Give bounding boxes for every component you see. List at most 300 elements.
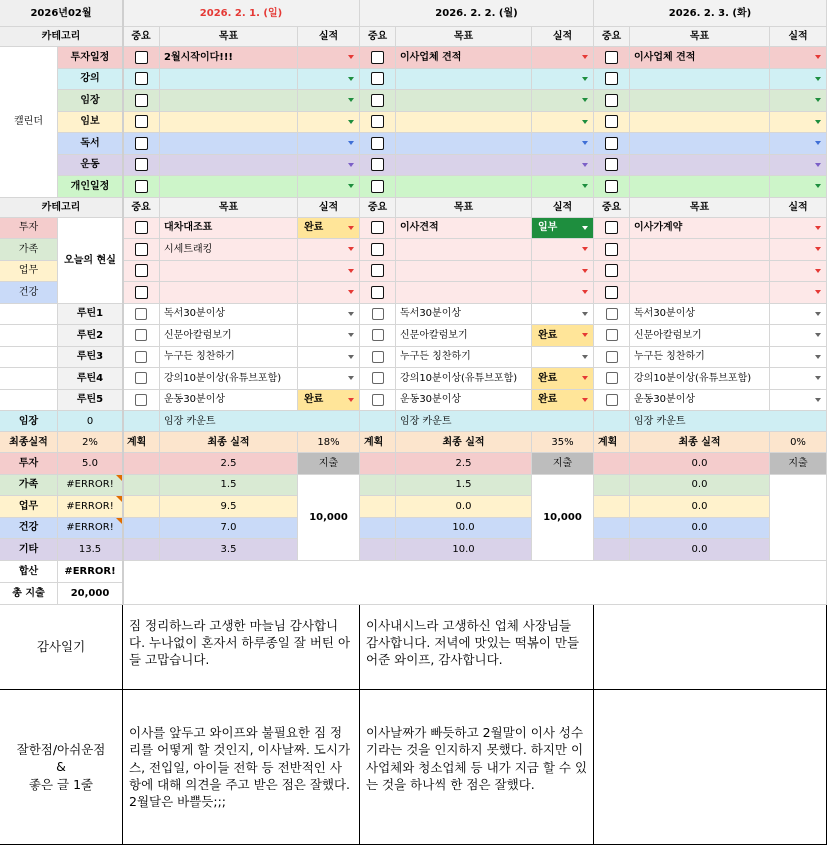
- result-header: 실적: [770, 27, 827, 47]
- result-value: 일부: [538, 222, 558, 234]
- checkbox-square[interactable]: [372, 329, 384, 341]
- result-dropdown[interactable]: [770, 282, 827, 304]
- reflection-entry[interactable]: 이사날짜가 빠듯하고 2월말이 이사 성수기라는 것을 인지하지 못했다. 하지만 이사업체와 청소업체 등 내가 지금 할 수 있는 것을 하나씩 한 점은 잘했다.: [360, 690, 594, 845]
- result-dropdown[interactable]: [770, 325, 827, 347]
- dropdown-arrow-icon[interactable]: [348, 55, 354, 59]
- routine-checkbox[interactable]: [594, 347, 630, 369]
- dropdown-arrow-icon[interactable]: [815, 247, 821, 251]
- result-dropdown[interactable]: [532, 390, 594, 412]
- checkbox-square[interactable]: [605, 51, 618, 64]
- summary-category: 업무: [0, 496, 58, 518]
- importance-header: 중요: [360, 27, 396, 47]
- summary-value: #ERROR!: [58, 518, 123, 540]
- result-dropdown[interactable]: [532, 112, 594, 134]
- checkbox-square[interactable]: [135, 264, 148, 277]
- dropdown-arrow-icon[interactable]: [582, 376, 588, 380]
- result-dropdown[interactable]: [298, 390, 360, 412]
- reflection-entry[interactable]: 이사를 앞두고 와이프와 불필요한 짐 정리를 어떻게 할 것인지, 이사날짜. 도시가스, 전입일, 아이들 전학 등 전반적인 사항에 대해 의견을 주고 받은 점은 잘했다. 2월달은 바쁠듯;;;: [123, 690, 360, 845]
- checkbox-square[interactable]: [371, 94, 384, 107]
- invest-goal[interactable]: [396, 261, 532, 283]
- checkbox-square[interactable]: [372, 394, 384, 406]
- importance-checkbox[interactable]: [594, 90, 630, 112]
- dropdown-arrow-icon[interactable]: [815, 355, 821, 359]
- empty-cell: [360, 518, 396, 540]
- result-dropdown[interactable]: [298, 218, 360, 240]
- goal-header: 목표: [630, 198, 770, 218]
- checkbox-square[interactable]: [135, 372, 147, 384]
- expense-value: 10,000: [298, 475, 360, 561]
- routine-goal: 운동30분이상: [630, 390, 770, 412]
- importance-checkbox[interactable]: [360, 90, 396, 112]
- result-dropdown[interactable]: [770, 261, 827, 283]
- result-dropdown[interactable]: [298, 347, 360, 369]
- checkbox-square[interactable]: [371, 51, 384, 64]
- calendar-goal[interactable]: [160, 90, 298, 112]
- day-summary-value: 0.0: [630, 453, 770, 475]
- importance-checkbox[interactable]: [123, 69, 160, 91]
- dropdown-arrow-icon[interactable]: [348, 312, 354, 316]
- calendar-category: 독서: [58, 133, 123, 155]
- calendar-goal[interactable]: [160, 176, 298, 198]
- invest-goal[interactable]: [630, 261, 770, 283]
- importance-checkbox[interactable]: [123, 47, 160, 69]
- dropdown-arrow-icon[interactable]: [815, 120, 821, 124]
- dropdown-arrow-icon[interactable]: [348, 184, 354, 188]
- importance-checkbox[interactable]: [594, 218, 630, 240]
- checkbox-square[interactable]: [371, 243, 384, 256]
- routine-goal: 강의10분이상(유튜브포함): [160, 368, 298, 390]
- checkbox-square[interactable]: [371, 221, 384, 234]
- dropdown-arrow-icon[interactable]: [815, 98, 821, 102]
- result-dropdown[interactable]: [532, 69, 594, 91]
- checkbox-square[interactable]: [605, 137, 618, 150]
- result-dropdown[interactable]: [532, 90, 594, 112]
- result-dropdown[interactable]: [770, 218, 827, 240]
- dropdown-arrow-icon[interactable]: [815, 77, 821, 81]
- invest-goal[interactable]: 시세트래킹: [160, 239, 298, 261]
- result-dropdown[interactable]: [770, 368, 827, 390]
- result-dropdown[interactable]: [298, 368, 360, 390]
- empty-cell: [360, 475, 396, 497]
- result-dropdown[interactable]: [532, 176, 594, 198]
- calendar-goal[interactable]: [630, 155, 770, 177]
- calendar-goal[interactable]: [160, 155, 298, 177]
- sum-label: 합산: [0, 561, 58, 583]
- result-dropdown[interactable]: [298, 47, 360, 69]
- routine-goal: 누구든 칭찬하기: [630, 347, 770, 369]
- dropdown-arrow-icon[interactable]: [348, 247, 354, 251]
- calendar-goal[interactable]: [630, 133, 770, 155]
- goal-header: 목표: [160, 27, 298, 47]
- routine-checkbox[interactable]: [594, 368, 630, 390]
- importance-checkbox[interactable]: [360, 218, 396, 240]
- summary-value: 13.5: [58, 539, 123, 561]
- checkbox-square[interactable]: [606, 372, 618, 384]
- calendar-category: 개인일정: [58, 176, 123, 198]
- gratitude-entry[interactable]: [594, 605, 827, 691]
- goal-header: 목표: [630, 27, 770, 47]
- checkbox-square[interactable]: [605, 180, 618, 193]
- checkbox-square[interactable]: [605, 72, 618, 85]
- calendar-goal[interactable]: [396, 69, 532, 91]
- dropdown-arrow-icon[interactable]: [582, 355, 588, 359]
- routine-checkbox[interactable]: [360, 390, 396, 412]
- calendar-goal[interactable]: [160, 112, 298, 134]
- gratitude-entry[interactable]: 짐 정리하느라 고생한 마늘님 감사합니다. 누나없이 혼자서 하루종일 잘 버틴 아들 고맙습니다.: [123, 605, 360, 691]
- checkbox-square[interactable]: [371, 180, 384, 193]
- result-dropdown[interactable]: [770, 239, 827, 261]
- dropdown-arrow-icon[interactable]: [348, 98, 354, 102]
- day-percentage: 35%: [532, 432, 594, 453]
- importance-checkbox[interactable]: [594, 239, 630, 261]
- invest-goal[interactable]: 대차대조표: [160, 218, 298, 240]
- result-dropdown[interactable]: [770, 347, 827, 369]
- summary-category: 투자: [0, 453, 58, 475]
- result-value: 완료: [538, 372, 558, 384]
- calendar-category: 임보: [58, 112, 123, 134]
- dropdown-arrow-icon[interactable]: [815, 141, 821, 145]
- importance-checkbox[interactable]: [594, 133, 630, 155]
- routine-checkbox[interactable]: [123, 347, 160, 369]
- calendar-goal[interactable]: [630, 112, 770, 134]
- empty-cell: [594, 539, 630, 561]
- invest-goal[interactable]: 이사가계약: [630, 218, 770, 240]
- result-dropdown[interactable]: [298, 90, 360, 112]
- empty-cell: [123, 475, 160, 497]
- calendar-goal[interactable]: [160, 133, 298, 155]
- result-dropdown[interactable]: [770, 390, 827, 412]
- importance-checkbox[interactable]: [123, 239, 160, 261]
- importance-checkbox[interactable]: [123, 155, 160, 177]
- checkbox-square[interactable]: [135, 51, 148, 64]
- summary-value: #ERROR!: [58, 496, 123, 518]
- importance-checkbox[interactable]: [360, 261, 396, 283]
- checkbox-square[interactable]: [135, 286, 148, 299]
- importance-checkbox[interactable]: [123, 176, 160, 198]
- result-dropdown[interactable]: [532, 368, 594, 390]
- routine-checkbox[interactable]: [594, 325, 630, 347]
- checkbox-square[interactable]: [606, 394, 618, 406]
- dropdown-arrow-icon[interactable]: [348, 269, 354, 273]
- invest-goal[interactable]: [160, 261, 298, 283]
- dropdown-arrow-icon[interactable]: [582, 77, 588, 81]
- dropdown-arrow-icon[interactable]: [815, 333, 821, 337]
- result-dropdown[interactable]: [298, 155, 360, 177]
- checkbox-square[interactable]: [371, 264, 384, 277]
- importance-checkbox[interactable]: [360, 176, 396, 198]
- date-header: 2026. 2. 3. (화): [594, 0, 827, 27]
- checkbox-square[interactable]: [135, 115, 148, 128]
- empty-cell: [770, 475, 827, 561]
- dropdown-arrow-icon[interactable]: [582, 226, 588, 230]
- routine-goal: 독서30분이상: [396, 304, 532, 326]
- calendar-goal[interactable]: 이사업체 견적: [396, 47, 532, 69]
- dropdown-arrow-icon[interactable]: [348, 120, 354, 124]
- importance-checkbox[interactable]: [594, 47, 630, 69]
- importance-checkbox[interactable]: [360, 155, 396, 177]
- checkbox-square[interactable]: [372, 308, 384, 320]
- dropdown-arrow-icon[interactable]: [348, 163, 354, 167]
- result-dropdown[interactable]: [770, 69, 827, 91]
- result-dropdown[interactable]: [770, 112, 827, 134]
- dropdown-arrow-icon[interactable]: [582, 163, 588, 167]
- goal-header: 목표: [160, 198, 298, 218]
- date-header: 2026. 2. 1. (일): [123, 0, 360, 27]
- reflection-label-line: 좋은 글 1줄: [28, 776, 94, 792]
- result-dropdown[interactable]: [770, 133, 827, 155]
- dropdown-arrow-icon[interactable]: [348, 398, 354, 402]
- invest-goal[interactable]: 이사견적: [396, 218, 532, 240]
- importance-checkbox[interactable]: [594, 69, 630, 91]
- result-dropdown[interactable]: [532, 347, 594, 369]
- result-dropdown[interactable]: [298, 176, 360, 198]
- importance-checkbox[interactable]: [594, 282, 630, 304]
- invest-goal[interactable]: [630, 239, 770, 261]
- dropdown-arrow-icon[interactable]: [348, 141, 354, 145]
- dropdown-arrow-icon[interactable]: [582, 184, 588, 188]
- result-value: 완료: [304, 222, 324, 234]
- checkbox-square[interactable]: [371, 158, 384, 171]
- dropdown-arrow-icon[interactable]: [582, 312, 588, 316]
- day-summary-value: 2.5: [160, 453, 298, 475]
- importance-checkbox[interactable]: [594, 261, 630, 283]
- invest-goal[interactable]: [160, 282, 298, 304]
- checkbox-square[interactable]: [371, 286, 384, 299]
- dropdown-arrow-icon[interactable]: [582, 98, 588, 102]
- checkbox-square[interactable]: [605, 221, 618, 234]
- day-summary-value: 0.0: [630, 539, 770, 561]
- checkbox-square[interactable]: [135, 394, 147, 406]
- result-dropdown[interactable]: [298, 325, 360, 347]
- result-dropdown[interactable]: [770, 47, 827, 69]
- importance-checkbox[interactable]: [360, 239, 396, 261]
- checkbox-square[interactable]: [372, 372, 384, 384]
- calendar-goal[interactable]: [630, 176, 770, 198]
- result-dropdown[interactable]: [532, 47, 594, 69]
- calendar-goal[interactable]: [396, 176, 532, 198]
- importance-checkbox[interactable]: [123, 218, 160, 240]
- calendar-goal[interactable]: [396, 90, 532, 112]
- reality-category: 투자: [0, 218, 58, 240]
- dropdown-arrow-icon[interactable]: [582, 120, 588, 124]
- dropdown-arrow-icon[interactable]: [815, 376, 821, 380]
- routine-checkbox[interactable]: [123, 368, 160, 390]
- routine-checkbox[interactable]: [594, 390, 630, 412]
- routine-checkbox[interactable]: [123, 325, 160, 347]
- checkbox-square[interactable]: [135, 329, 147, 341]
- date-header: 2026. 2. 2. (월): [360, 0, 594, 27]
- checkbox-square[interactable]: [135, 351, 147, 363]
- goal-header: 목표: [396, 198, 532, 218]
- dropdown-arrow-icon[interactable]: [815, 55, 821, 59]
- calendar-goal[interactable]: [160, 69, 298, 91]
- result-dropdown[interactable]: [298, 304, 360, 326]
- importance-checkbox[interactable]: [123, 133, 160, 155]
- importance-checkbox[interactable]: [360, 47, 396, 69]
- dropdown-arrow-icon[interactable]: [582, 247, 588, 251]
- dropdown-arrow-icon[interactable]: [582, 333, 588, 337]
- checkbox-square[interactable]: [605, 286, 618, 299]
- result-dropdown[interactable]: [532, 218, 594, 240]
- calendar-category: 투자일정: [58, 47, 123, 69]
- result-dropdown[interactable]: [298, 112, 360, 134]
- empty-cell: [594, 453, 630, 475]
- day-summary-value: 1.5: [396, 475, 532, 497]
- routine-checkbox[interactable]: [360, 347, 396, 369]
- checkbox-square[interactable]: [606, 351, 618, 363]
- dropdown-arrow-icon[interactable]: [815, 184, 821, 188]
- result-dropdown[interactable]: [532, 239, 594, 261]
- routine-checkbox[interactable]: [360, 304, 396, 326]
- imjang-label: 임장: [0, 411, 58, 432]
- reality-category: 업무: [0, 261, 58, 283]
- checkbox-square[interactable]: [135, 72, 148, 85]
- checkbox-square[interactable]: [135, 180, 148, 193]
- routine-checkbox[interactable]: [360, 368, 396, 390]
- dropdown-arrow-icon[interactable]: [582, 269, 588, 273]
- day-summary-value: 10.0: [396, 539, 532, 561]
- day-summary-value: 7.0: [160, 518, 298, 540]
- checkbox-square[interactable]: [605, 243, 618, 256]
- result-dropdown[interactable]: [298, 133, 360, 155]
- result-dropdown[interactable]: [532, 304, 594, 326]
- importance-checkbox[interactable]: [594, 155, 630, 177]
- importance-checkbox[interactable]: [123, 282, 160, 304]
- checkbox-square[interactable]: [606, 308, 618, 320]
- result-dropdown[interactable]: [532, 155, 594, 177]
- dropdown-arrow-icon[interactable]: [348, 77, 354, 81]
- importance-checkbox[interactable]: [123, 261, 160, 283]
- result-dropdown[interactable]: [298, 239, 360, 261]
- result-dropdown[interactable]: [298, 282, 360, 304]
- empty-cell: [0, 368, 58, 390]
- summary-category: 가족: [0, 475, 58, 497]
- empty-cell: [0, 325, 58, 347]
- total-expense-label: 총 지출: [0, 583, 58, 605]
- dropdown-arrow-icon[interactable]: [815, 312, 821, 316]
- dropdown-arrow-icon[interactable]: [815, 398, 821, 402]
- dropdown-arrow-icon[interactable]: [582, 55, 588, 59]
- importance-checkbox[interactable]: [360, 69, 396, 91]
- day-summary-value: 1.5: [160, 475, 298, 497]
- checkbox-square[interactable]: [371, 72, 384, 85]
- result-dropdown[interactable]: [770, 176, 827, 198]
- checkbox-square[interactable]: [135, 137, 148, 150]
- checkbox-square[interactable]: [605, 158, 618, 171]
- result-dropdown[interactable]: [298, 261, 360, 283]
- result-dropdown[interactable]: [770, 304, 827, 326]
- category-header: 카테고리: [0, 198, 123, 218]
- reflection-label: [0, 690, 123, 845]
- routine-checkbox[interactable]: [594, 304, 630, 326]
- importance-checkbox[interactable]: [360, 112, 396, 134]
- checkbox-square[interactable]: [135, 243, 148, 256]
- calendar-goal[interactable]: [630, 90, 770, 112]
- checkbox-square[interactable]: [135, 308, 147, 320]
- dropdown-arrow-icon[interactable]: [348, 376, 354, 380]
- frame-divider: [122, 0, 124, 605]
- dropdown-arrow-icon[interactable]: [348, 290, 354, 294]
- result-dropdown[interactable]: [532, 261, 594, 283]
- calendar-goal[interactable]: [630, 69, 770, 91]
- reflection-entry[interactable]: [594, 690, 827, 845]
- result-dropdown[interactable]: [770, 90, 827, 112]
- checkbox-square[interactable]: [135, 221, 148, 234]
- checkbox-square[interactable]: [605, 264, 618, 277]
- calendar-goal[interactable]: 이사업체 견적: [630, 47, 770, 69]
- invest-goal[interactable]: [396, 282, 532, 304]
- dropdown-arrow-icon[interactable]: [815, 226, 821, 230]
- routine-checkbox[interactable]: [123, 304, 160, 326]
- routine-checkbox[interactable]: [123, 390, 160, 412]
- calendar-goal[interactable]: [396, 133, 532, 155]
- routine-goal: 신문아칼럼보기: [396, 325, 532, 347]
- importance-checkbox[interactable]: [123, 90, 160, 112]
- result-dropdown[interactable]: [298, 69, 360, 91]
- calendar-goal[interactable]: [396, 112, 532, 134]
- reflection-label-line: 잘한점/아쉬운점: [16, 741, 106, 757]
- checkbox-square[interactable]: [605, 94, 618, 107]
- dropdown-arrow-icon[interactable]: [348, 226, 354, 230]
- expense-label: 지출: [298, 453, 360, 475]
- gratitude-entry[interactable]: 이사내시느라 고생하신 업체 사장님들 감사합니다. 저녁에 맛있는 떡볶이 만들어준 와이프, 감사합니다.: [360, 605, 594, 691]
- dropdown-arrow-icon[interactable]: [815, 269, 821, 273]
- importance-checkbox[interactable]: [360, 282, 396, 304]
- empty-cell: [594, 411, 630, 432]
- importance-checkbox[interactable]: [123, 112, 160, 134]
- checkbox-square[interactable]: [371, 115, 384, 128]
- dropdown-arrow-icon[interactable]: [582, 398, 588, 402]
- dropdown-arrow-icon[interactable]: [582, 141, 588, 145]
- invest-goal[interactable]: [630, 282, 770, 304]
- dropdown-arrow-icon[interactable]: [815, 290, 821, 294]
- checkbox-square[interactable]: [371, 137, 384, 150]
- importance-checkbox[interactable]: [594, 112, 630, 134]
- checkbox-square[interactable]: [605, 115, 618, 128]
- calendar-goal[interactable]: 2월시작이다!!!: [160, 47, 298, 69]
- result-dropdown[interactable]: [770, 155, 827, 177]
- dropdown-arrow-icon[interactable]: [348, 355, 354, 359]
- importance-checkbox[interactable]: [360, 133, 396, 155]
- calendar-category: 운동: [58, 155, 123, 177]
- result-dropdown[interactable]: [532, 133, 594, 155]
- result-dropdown[interactable]: [532, 325, 594, 347]
- routine-goal: 신문아칼럼보기: [160, 325, 298, 347]
- calendar-goal[interactable]: [396, 155, 532, 177]
- result-value: 완료: [304, 394, 324, 406]
- checkbox-square[interactable]: [606, 329, 618, 341]
- dropdown-arrow-icon[interactable]: [582, 290, 588, 294]
- routine-checkbox[interactable]: [360, 325, 396, 347]
- empty-cell: [123, 453, 160, 475]
- final-result-header: 최종 실적: [160, 432, 298, 453]
- checkbox-square[interactable]: [372, 351, 384, 363]
- reality-label: 오늘의 현실: [58, 218, 123, 304]
- checkbox-square[interactable]: [135, 158, 148, 171]
- empty-cell: [123, 411, 160, 432]
- empty-cell: [123, 539, 160, 561]
- routine-label: 루틴2: [58, 325, 123, 347]
- result-dropdown[interactable]: [532, 282, 594, 304]
- empty-cell: [0, 347, 58, 369]
- checkbox-square[interactable]: [135, 94, 148, 107]
- dropdown-arrow-icon[interactable]: [348, 333, 354, 337]
- plan-header: 계획: [123, 432, 160, 453]
- invest-goal[interactable]: [396, 239, 532, 261]
- importance-checkbox[interactable]: [594, 176, 630, 198]
- dropdown-arrow-icon[interactable]: [815, 163, 821, 167]
- result-value: 완료: [538, 329, 558, 341]
